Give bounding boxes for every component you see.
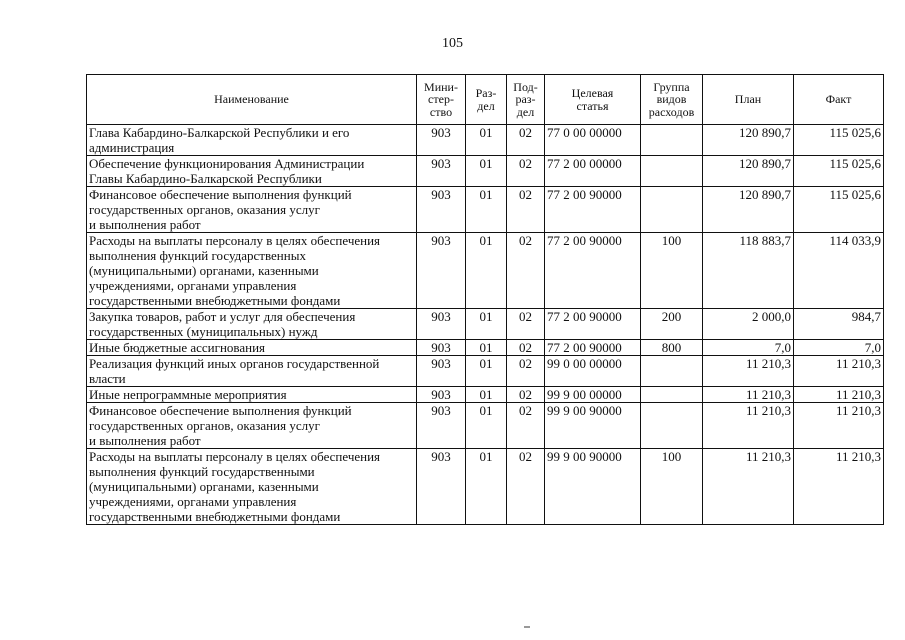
cell-plan: 7,0 <box>703 340 794 356</box>
cell-ministry: 903 <box>417 156 466 187</box>
cell-fact: 7,0 <box>794 340 884 356</box>
cell-plan: 118 883,7 <box>703 233 794 309</box>
table-row <box>87 356 884 387</box>
cell-section: 01 <box>466 356 507 387</box>
cell-group <box>641 187 703 233</box>
cell-section: 01 <box>466 156 507 187</box>
cell-group: 100 <box>641 449 703 525</box>
header-plan: План <box>703 75 794 125</box>
cell-name: Расходы на выплаты персоналу в целях обеспечения выполнения функций государственными (муниципальными) органами, казенными учреждениями, органами управления государственными внебюджетными фондами <box>87 449 417 525</box>
header-target: Целевая статья <box>545 75 641 125</box>
cell-ministry: 903 <box>417 340 466 356</box>
cell-target: 99 9 00 00000 <box>545 387 641 403</box>
cell-name: Обеспечение функционирования Администрации Главы Кабардино-Балкарской Республики <box>87 156 417 187</box>
cell-name: Финансовое обеспечение выполнения функций государственных органов, оказания услуг и выполнения работ <box>87 187 417 233</box>
cell-plan: 2 000,0 <box>703 309 794 340</box>
cell-target: 77 2 00 00000 <box>545 156 641 187</box>
cell-subsection: 02 <box>507 387 545 403</box>
table-row <box>87 340 884 356</box>
cell-subsection: 02 <box>507 233 545 309</box>
cell-section: 01 <box>466 125 507 156</box>
cell-subsection: 02 <box>507 403 545 449</box>
cell-ministry: 903 <box>417 309 466 340</box>
table-row <box>87 233 884 309</box>
table-row <box>87 387 884 403</box>
table-row <box>87 156 884 187</box>
cell-group: 800 <box>641 340 703 356</box>
cell-section: 01 <box>466 387 507 403</box>
table-row <box>87 187 884 233</box>
cell-target: 99 9 00 90000 <box>545 449 641 525</box>
cell-name: Закупка товаров, работ и услуг для обеспечения государственных (муниципальных) нужд <box>87 309 417 340</box>
cell-target: 77 2 00 90000 <box>545 340 641 356</box>
cell-fact: 11 210,3 <box>794 356 884 387</box>
cell-fact: 984,7 <box>794 309 884 340</box>
cell-group <box>641 125 703 156</box>
cell-group <box>641 387 703 403</box>
cell-plan: 120 890,7 <box>703 156 794 187</box>
cell-subsection: 02 <box>507 156 545 187</box>
cell-plan: 120 890,7 <box>703 125 794 156</box>
cell-ministry: 903 <box>417 233 466 309</box>
scan-mark <box>524 626 530 628</box>
cell-target: 99 0 00 00000 <box>545 356 641 387</box>
cell-fact: 11 210,3 <box>794 449 884 525</box>
cell-ministry: 903 <box>417 403 466 449</box>
cell-target: 77 2 00 90000 <box>545 187 641 233</box>
cell-section: 01 <box>466 449 507 525</box>
cell-subsection: 02 <box>507 356 545 387</box>
header-section: Раз- дел <box>466 75 507 125</box>
cell-group: 100 <box>641 233 703 309</box>
cell-group: 200 <box>641 309 703 340</box>
cell-name: Реализация функций иных органов государственной власти <box>87 356 417 387</box>
cell-ministry: 903 <box>417 387 466 403</box>
table-row <box>87 449 884 525</box>
cell-fact: 115 025,6 <box>794 125 884 156</box>
cell-name: Финансовое обеспечение выполнения функций государственных органов, оказания услуг и выполнения работ <box>87 403 417 449</box>
cell-section: 01 <box>466 403 507 449</box>
table-row <box>87 309 884 340</box>
cell-subsection: 02 <box>507 187 545 233</box>
cell-fact: 11 210,3 <box>794 403 884 449</box>
cell-plan: 120 890,7 <box>703 187 794 233</box>
cell-group <box>641 156 703 187</box>
header-group: Группа видов расходов <box>641 75 703 125</box>
cell-section: 01 <box>466 309 507 340</box>
cell-fact: 11 210,3 <box>794 387 884 403</box>
cell-target: 77 2 00 90000 <box>545 233 641 309</box>
cell-section: 01 <box>466 187 507 233</box>
cell-subsection: 02 <box>507 309 545 340</box>
cell-section: 01 <box>466 340 507 356</box>
table-body <box>87 125 884 525</box>
table-row <box>87 403 884 449</box>
cell-fact: 115 025,6 <box>794 156 884 187</box>
cell-target: 99 9 00 90000 <box>545 403 641 449</box>
cell-plan: 11 210,3 <box>703 387 794 403</box>
cell-name: Иные непрограммные мероприятия <box>87 387 417 403</box>
cell-section: 01 <box>466 233 507 309</box>
cell-ministry: 903 <box>417 125 466 156</box>
cell-target: 77 2 00 90000 <box>545 309 641 340</box>
cell-name: Расходы на выплаты персоналу в целях обеспечения выполнения функций государственных (муниципальными) органами, казенными учреждениями, органами управления государственными внебюджетными фондами <box>87 233 417 309</box>
cell-name: Глава Кабардино-Балкарской Республики и его администрация <box>87 125 417 156</box>
cell-subsection: 02 <box>507 340 545 356</box>
cell-name: Иные бюджетные ассигнования <box>87 340 417 356</box>
table-row <box>87 125 884 156</box>
cell-ministry: 903 <box>417 449 466 525</box>
cell-ministry: 903 <box>417 356 466 387</box>
cell-plan: 11 210,3 <box>703 403 794 449</box>
header-name: Наименование <box>87 75 417 125</box>
cell-group <box>641 356 703 387</box>
budget-table <box>86 74 884 525</box>
table-header <box>87 75 884 125</box>
page-number: 105 <box>442 36 463 51</box>
cell-target: 77 0 00 00000 <box>545 125 641 156</box>
cell-subsection: 02 <box>507 125 545 156</box>
cell-subsection: 02 <box>507 449 545 525</box>
cell-fact: 114 033,9 <box>794 233 884 309</box>
header-subsection: Под- раз- дел <box>507 75 545 125</box>
cell-plan: 11 210,3 <box>703 356 794 387</box>
cell-plan: 11 210,3 <box>703 449 794 525</box>
cell-fact: 115 025,6 <box>794 187 884 233</box>
header-ministry: Мини- стер- ство <box>417 75 466 125</box>
cell-group <box>641 403 703 449</box>
header-fact: Факт <box>794 75 884 125</box>
cell-ministry: 903 <box>417 187 466 233</box>
